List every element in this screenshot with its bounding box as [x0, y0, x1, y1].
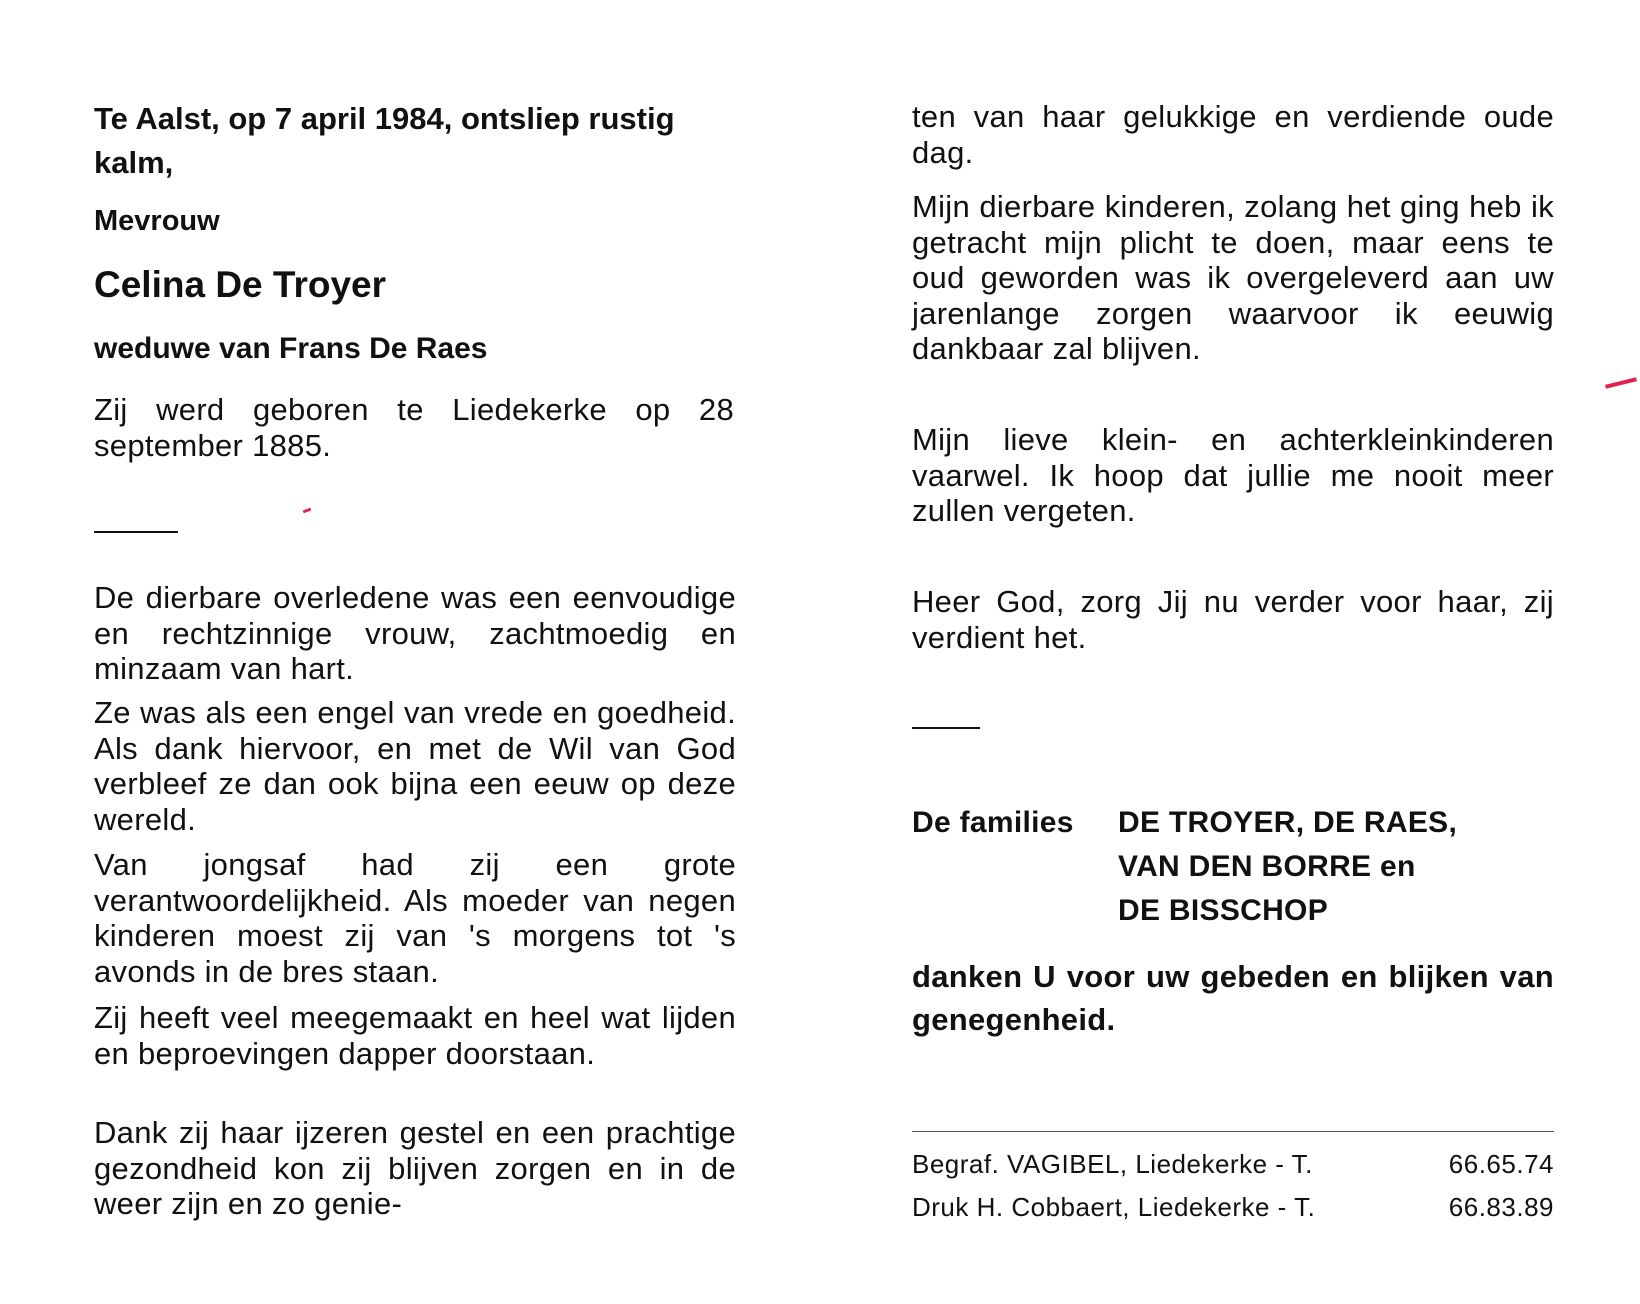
- deceased-name: Celina De Troyer: [94, 264, 387, 305]
- right-paragraph-3: Mijn lieve klein- en achterkleinkinderen vaarwel. Ik hoop dat jullie me nooit meer zullen vergeten.: [912, 422, 1554, 528]
- widow-of: weduwe van Frans De Raes: [94, 332, 488, 365]
- credit-funeral-name: Begraf. VAGIBEL, Liedekerke - T.: [912, 1149, 1313, 1179]
- family-line-1: DE TROYER, DE RAES,: [1118, 806, 1458, 839]
- right-paragraph-4: Heer God, zorg Jij nu verder voor haar, zij verdient het.: [912, 584, 1554, 655]
- paragraph-3: Van jongsaf had zij een grote verantwoordelijkheid. Als moeder van negen kinderen moest zij van 's morgens tot 's avonds in de bres staan.: [94, 847, 736, 989]
- paragraph-4: Zij heeft veel meegemaakt en heel wat lijden en beproevingen dapper doorstaan.: [94, 1000, 736, 1071]
- credit-funeral-phone: 66.65.74: [1448, 1149, 1554, 1179]
- birth-text: Zij werd geboren te Liedekerke op 28 september 1885.: [94, 392, 734, 463]
- credit-printer-name: Druk H. Cobbaert, Liedekerke - T.: [912, 1192, 1316, 1222]
- families-lead: De families: [912, 806, 1074, 839]
- right-paragraph-2: Mijn dierbare kinderen, zolang het ging heb ik getracht mijn plicht te doen, maar eens te oud geworden was ik overgeleverd aan uw jarenlange zorgen waarvoor ik eeuwig dankbaar zal blijven.: [912, 189, 1554, 366]
- section-divider: [94, 531, 178, 533]
- red-dot-mark: [303, 508, 312, 514]
- section-divider-right: [912, 727, 980, 729]
- paragraph-5: Dank zij haar ijzeren gestel en een prachtige gezondheid kon zij blijven zorgen en in de weer zijn en zo genie-: [94, 1115, 736, 1221]
- paragraph-2: Ze was als een engel van vrede en goedheid. Als dank hiervoor, en met de Wil van God verbleef ze dan ook bijna een eeuw op deze wereld.: [94, 695, 736, 837]
- credits-rule: [912, 1131, 1554, 1132]
- credit-funeral: [912, 1149, 1554, 1180]
- paragraph-1: De dierbare overledene was een eenvoudige en rechtzinnige vrouw, zachtmoedig en minzaam van hart.: [94, 580, 736, 686]
- families-block: [912, 806, 1554, 936]
- honorific: Mevrouw: [94, 205, 220, 237]
- thanks-text: danken U voor uw gebeden en blijken van genegenheid.: [912, 959, 1554, 1037]
- family-line-3: DE BISSCHOP: [1118, 894, 1329, 927]
- credit-printer: [912, 1192, 1554, 1223]
- credit-printer-phone: 66.83.89: [1448, 1192, 1554, 1222]
- intro-text: Te Aalst, op 7 april 1984, ontsliep rustig kalm,: [94, 101, 675, 180]
- right-paragraph-1: ten van haar gelukkige en verdiende oude dag.: [912, 99, 1554, 170]
- family-line-2: VAN DEN BORRE en: [1118, 850, 1416, 883]
- red-edge-mark: [1605, 377, 1637, 389]
